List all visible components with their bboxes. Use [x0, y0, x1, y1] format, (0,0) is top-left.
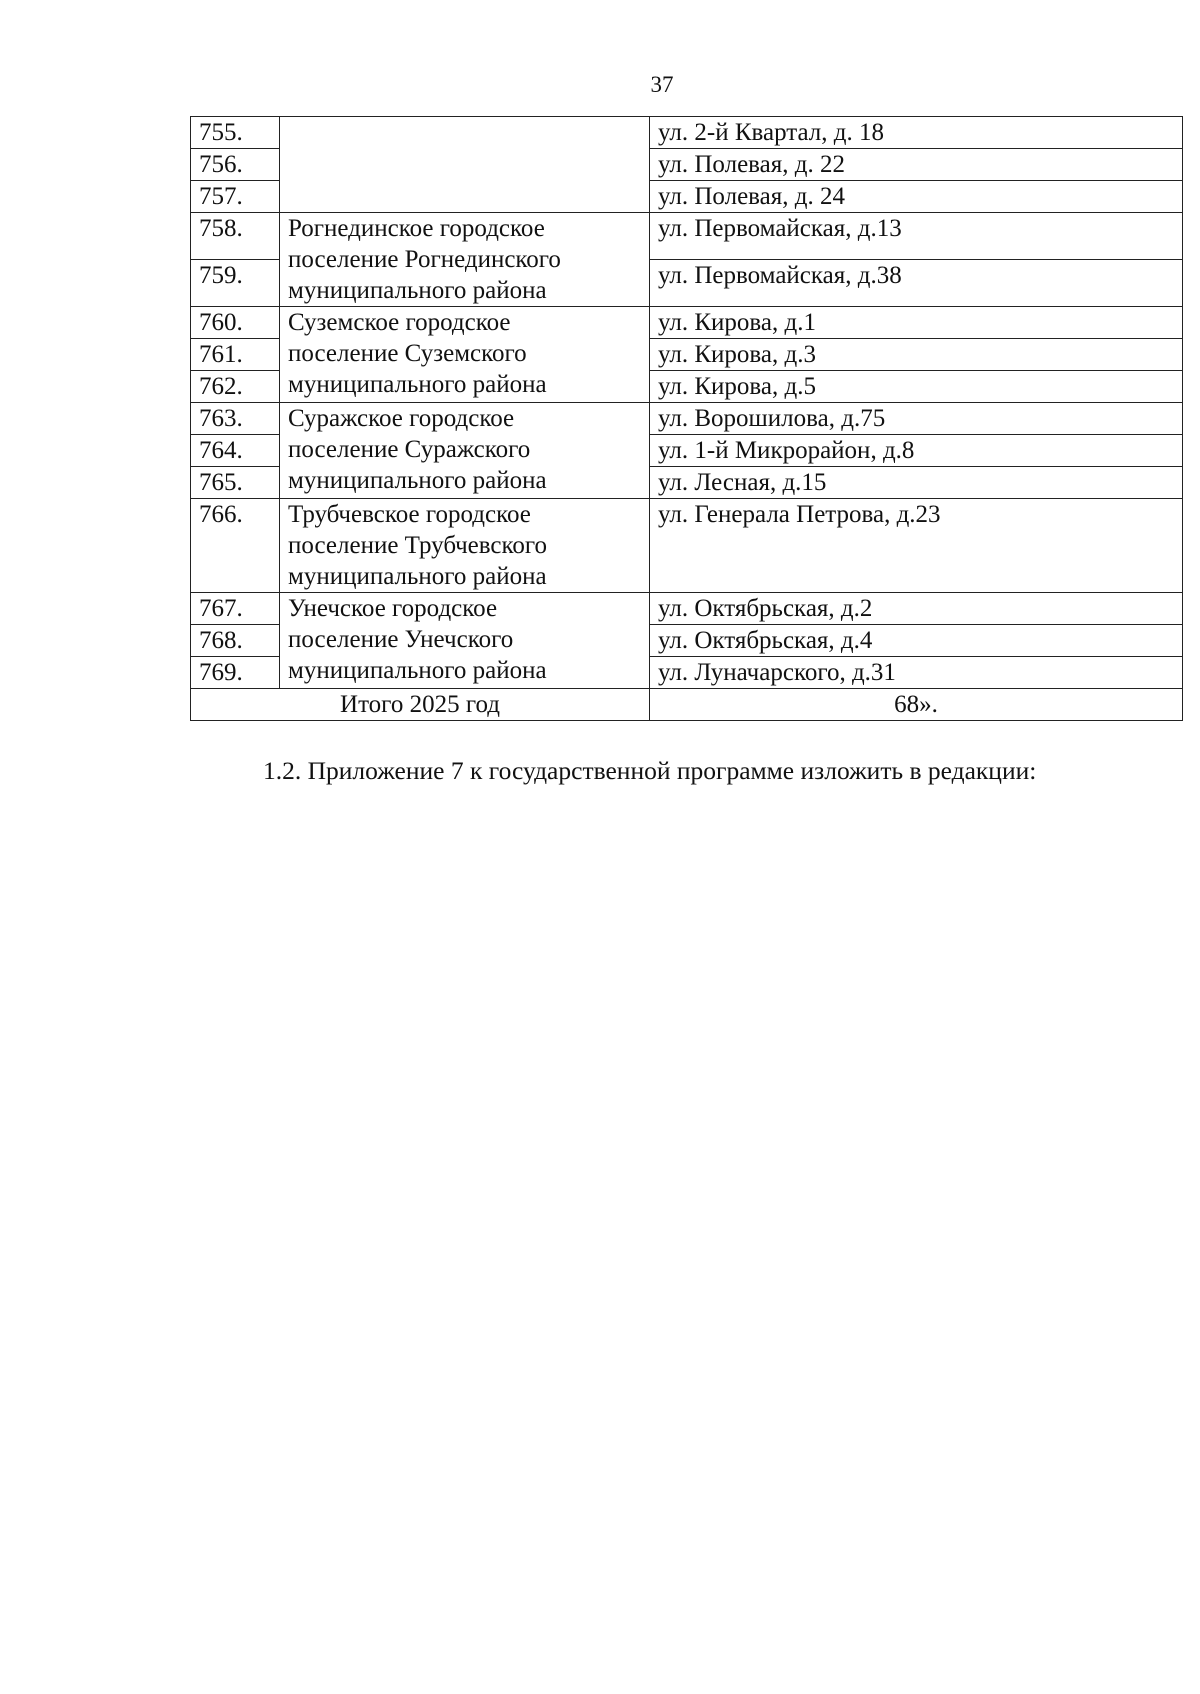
row-number: 769.: [191, 657, 280, 689]
address-cell: ул. Первомайская, д.38: [650, 260, 1183, 307]
municipality-cell: [280, 499, 650, 593]
table-row: [191, 117, 1183, 149]
address-cell: ул. Октябрьская, д.4: [650, 625, 1183, 657]
municipality-line: муниципального района: [288, 467, 547, 494]
address-cell: ул. Полевая, д. 22: [650, 149, 1183, 181]
address-cell: ул. Кирова, д.3: [650, 339, 1183, 371]
municipality-line: муниципального района: [288, 563, 547, 590]
row-number: 761.: [191, 339, 280, 371]
municipality-line: поселение Трубчевского: [288, 532, 548, 559]
address-cell: ул. Кирова, д.1: [650, 307, 1183, 339]
row-number: 763.: [191, 403, 280, 435]
municipality-cell-empty: [280, 117, 650, 213]
address-cell: ул. Генерала Петрова, д.23: [650, 499, 1183, 593]
municipality-line: поселение Суземского: [288, 340, 527, 367]
address-cell: ул. 1-й Микрорайон, д.8: [650, 435, 1183, 467]
address-cell: ул. Ворошилова, д.75: [650, 403, 1183, 435]
registry-table: [190, 116, 1183, 721]
municipality-cell: [280, 403, 650, 499]
page-number: 37: [650, 72, 674, 97]
address-cell: ул. 2-й Квартал, д. 18: [650, 117, 1183, 149]
municipality-line: Рогнединское городское: [288, 215, 545, 242]
municipality-cell: [280, 593, 650, 689]
municipality-cell: [280, 307, 650, 403]
municipality-line: Суземское городское: [288, 309, 511, 336]
municipality-line: муниципального района: [288, 657, 547, 684]
row-number: 764.: [191, 435, 280, 467]
municipality-line: муниципального района: [288, 277, 547, 304]
address-cell: ул. Лесная, д.15: [650, 467, 1183, 499]
total-label: Итого 2025 год: [191, 689, 650, 721]
row-number: 757.: [191, 181, 280, 213]
address-cell: ул. Полевая, д. 24: [650, 181, 1183, 213]
address-cell: ул. Кирова, д.5: [650, 371, 1183, 403]
table-row: [191, 213, 1183, 260]
row-number: 762.: [191, 371, 280, 403]
municipality-line: поселение Рогнединского: [288, 246, 561, 273]
table-row: [191, 403, 1183, 435]
address-cell: ул. Первомайская, д.13: [650, 213, 1183, 260]
table-row: [191, 499, 1183, 593]
municipality-line: муниципального района: [288, 371, 547, 398]
amendment-note: 1.2. Приложение 7 к государственной программе изложить в редакции:: [263, 756, 1037, 785]
municipality-line: Суражское городское: [288, 405, 515, 432]
municipality-cell: [280, 213, 650, 307]
municipality-line: поселение Суражского: [288, 436, 531, 463]
municipality-line: Унечское городское: [288, 595, 498, 622]
row-number: 765.: [191, 467, 280, 499]
table-row: [191, 593, 1183, 625]
address-cell: ул. Луначарского, д.31: [650, 657, 1183, 689]
row-number: 767.: [191, 593, 280, 625]
row-number: 755.: [191, 117, 280, 149]
row-number: 768.: [191, 625, 280, 657]
total-row: [191, 689, 1183, 721]
municipality-line: Трубчевское городское: [288, 501, 531, 528]
row-number: 766.: [191, 499, 280, 593]
table-row: [191, 307, 1183, 339]
row-number: 756.: [191, 149, 280, 181]
row-number: 758.: [191, 213, 280, 260]
address-cell: ул. Октябрьская, д.2: [650, 593, 1183, 625]
row-number: 760.: [191, 307, 280, 339]
municipality-line: поселение Унечского: [288, 626, 514, 653]
total-value: 68».: [650, 689, 1183, 721]
row-number: 759.: [191, 260, 280, 307]
